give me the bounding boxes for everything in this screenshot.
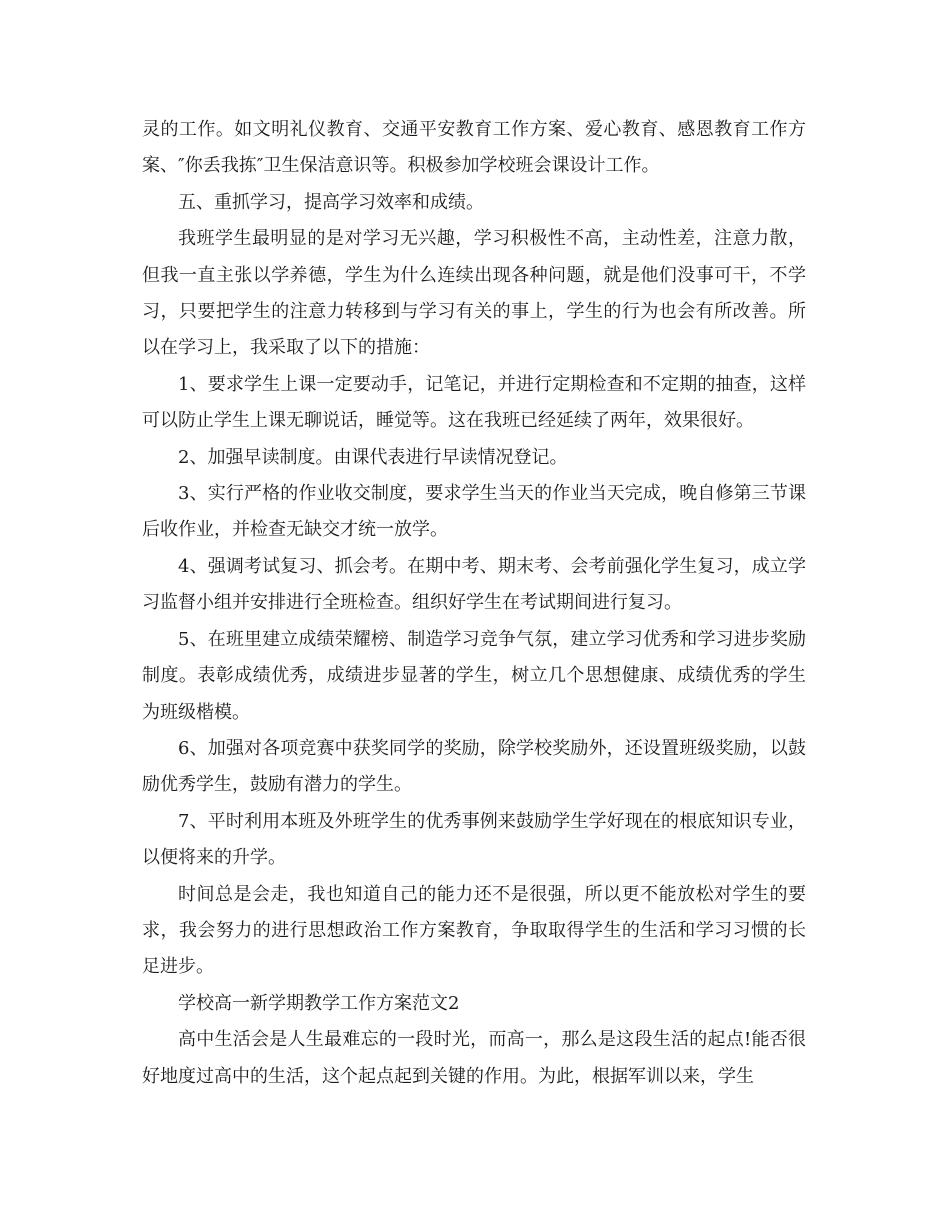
list-item-6: 6、加强对各项竞赛中获奖同学的奖励，除学校奖励外，还设置班级奖励，以鼓励优秀学生，鼓励有潜力的学生。 xyxy=(142,737,806,796)
list-item-4: 4、强调考试复习、抓会考。在期中考、期末考、会考前强化学生复习，成立学习监督小组并安排进行全班检查。组织好学生在考试期间进行复习。 xyxy=(142,555,806,614)
list-item-1: 1、要求学生上课一定要动手，记笔记，并进行定期检查和不定期的抽查，这样可以防止学生上课无聊说话，睡觉等。这在我班已经延续了两年，效果很好。 xyxy=(142,373,806,432)
article-title-2: 学校高一新学期教学工作方案范文2 xyxy=(178,992,460,1014)
list-item-3: 3、实行严格的作业收交制度，要求学生当天的作业当天完成，晚自修第三节课后收作业，并检查无缺交才统一放学。 xyxy=(142,483,806,541)
section-heading-5: 五、重抓学习，提高学习效率和成绩。 xyxy=(178,191,484,213)
paragraph-conclusion: 时间总是会走，我也知道自己的能力还不是很强，所以更不能放松对学生的要求，我会努力的进行思想政治工作方案教育，争取取得学生的生活和学习习惯的长足进步。 xyxy=(142,883,806,978)
document-body xyxy=(142,112,806,1095)
paragraph-learning-situation: 我班学生最明显的是对学习无兴趣，学习积极性不高，主动性差，注意力散，但我一直主张以学养德，学生为什么连续出现各种问题，就是他们没事可干，不学习，只要把学生的注意力转移到与学习有关的事上，学生的行为也会有所改善。所以在学习上，我采取了以下的措施： xyxy=(142,228,806,359)
list-item-5: 5、在班里建立成绩荣耀榜、制造学习竞争气氛，建立学习优秀和学习进步奖励制度。表彰成绩优秀，成绩进步显著的学生，树立几个思想健康、成绩优秀的学生为班级楷模。 xyxy=(142,628,806,723)
list-item-7: 7、平时利用本班及外班学生的优秀事例来鼓励学生学好现在的根底知识专业，以便将来的升学。 xyxy=(142,810,806,869)
paragraph-continuation: 灵的工作。如文明礼仪教育、交通平安教育工作方案、爱心教育、感恩教育工作方案、″你丢我拣″卫生保洁意识等。积极参加学校班会课设计工作。 xyxy=(142,119,806,177)
list-item-2: 2、加强早读制度。由课代表进行早读情况登记。 xyxy=(178,446,568,468)
paragraph-intro-2: 高中生活会是人生最难忘的一段时光，而高一，那么是这段生活的起点!能否很好地度过高中的生活，这个起点起到关键的作用。为此，根据军训以来，学生 xyxy=(142,1029,806,1087)
